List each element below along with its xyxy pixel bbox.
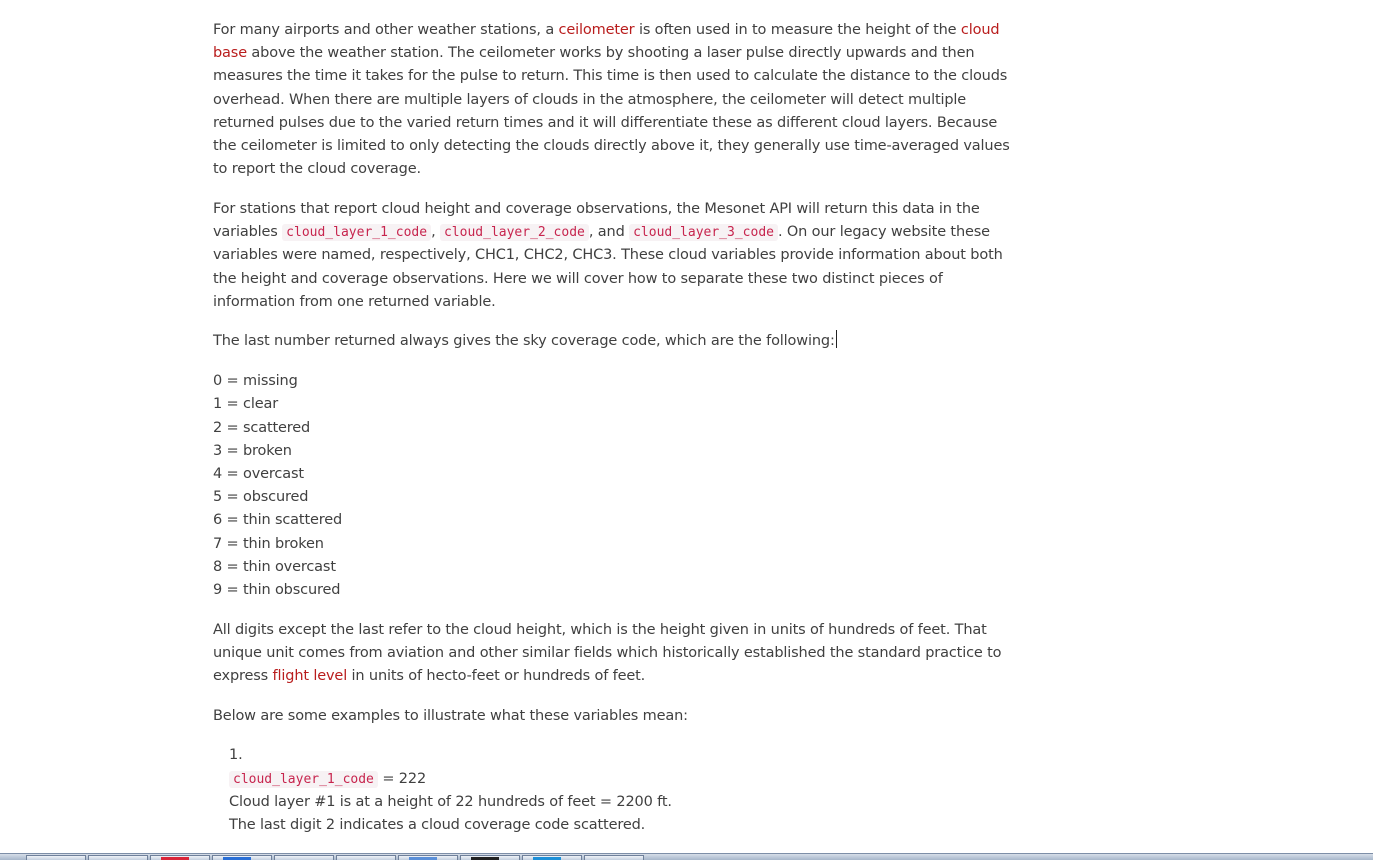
text: For many airports and other weather stations, a <box>213 22 559 38</box>
taskbar-button[interactable] <box>212 855 272 860</box>
taskbar-button[interactable] <box>274 855 334 860</box>
code-cloud-layer-1-example: cloud_layer_1_code <box>229 771 378 788</box>
code-cloud-layer-2: cloud_layer_2_code <box>440 224 589 241</box>
text: , and <box>588 224 630 241</box>
list-item: 7 = thin broken <box>213 535 324 552</box>
text: , <box>431 224 440 241</box>
taskbar-button[interactable] <box>336 855 396 860</box>
examples-list <box>213 744 1013 837</box>
example-line-coverage: The last digit 2 indicates a cloud coverage code scattered. <box>229 817 646 834</box>
flight-level-link[interactable]: flight level <box>272 668 348 685</box>
paragraph-api-variables <box>213 198 1013 314</box>
taskbar-button[interactable] <box>26 855 86 860</box>
article-body <box>213 19 1013 837</box>
list-item: 5 = obscured <box>213 489 309 506</box>
list-item: 8 = thin overcast <box>213 558 336 575</box>
paragraph-ceilometer <box>213 19 1013 181</box>
example-number: 1. <box>229 747 243 764</box>
coverage-codes-list <box>213 370 1013 602</box>
paragraph-coverage-intro <box>213 330 1013 353</box>
taskbar-button[interactable] <box>522 855 582 860</box>
list-item: 9 = thin obscured <box>213 581 341 598</box>
list-item: 0 = missing <box>213 373 298 390</box>
text: The last number returned always gives the sky coverage code, which are the following: <box>213 333 835 350</box>
text: . On our legacy website these variables were named, respectively, CHC1, CHC2, CHC3. These cloud variables provide information about both the height and coverage observations. Here we will cover how to separate these two distinct pieces of information from one returned variable. <box>213 224 1003 310</box>
list-item: 4 = overcast <box>213 465 304 482</box>
taskbar-button[interactable] <box>584 855 644 860</box>
paragraph-cloud-height <box>213 619 1013 689</box>
ceilometer-link[interactable]: ceilometer <box>558 22 635 38</box>
example-code-line <box>229 768 1013 791</box>
cloud-base-link[interactable]: cloud base <box>213 22 1000 62</box>
taskbar <box>0 853 1373 860</box>
taskbar-button[interactable] <box>398 855 458 860</box>
list-item: 2 = scattered <box>213 419 311 436</box>
list-item: 1 = clear <box>213 396 279 413</box>
list-item: 3 = broken <box>213 442 292 459</box>
taskbar-button[interactable] <box>460 855 520 860</box>
text: For stations that report cloud height and coverage observations, the Mesonet API will return this data in the variables <box>213 200 980 241</box>
example-line-height: Cloud layer #1 is at a height of 22 hundreds of feet = 2200 ft. <box>229 793 672 810</box>
text: All digits except the last refer to the cloud height, which is the height given in units of hundreds of feet. That unique unit comes from aviation and other similar fields which historically established the standard practice to express <box>213 621 1002 685</box>
code-cloud-layer-1: cloud_layer_1_code <box>282 224 431 241</box>
text: is often used in to measure the height of the <box>634 22 961 38</box>
text: in units of hecto-feet or hundreds of feet. <box>347 668 646 685</box>
taskbar-button[interactable] <box>150 855 210 860</box>
example-value: = 222 <box>377 770 427 787</box>
text-cursor <box>836 330 837 348</box>
taskbar-button[interactable] <box>88 855 148 860</box>
list-item: 6 = thin scattered <box>213 512 343 529</box>
example-item <box>229 744 1013 837</box>
text: above the weather station. The ceilometer works by shooting a laser pulse directly upwards and then measures the time it takes for the pulse to return. This time is then used to calculate the distance to the clouds overhead. When there are multiple layers of clouds in the atmosphere, the ceilometer will detect multiple returned pulses due to the varied return times and it will differentiate these as different cloud layers. Because the ceilometer is limited to only detecting the clouds directly above it, they generally use time-averaged values to report the cloud coverage. <box>213 45 1010 178</box>
paragraph-examples-intro: Below are some examples to illustrate what these variables mean: <box>213 707 688 724</box>
code-cloud-layer-3: cloud_layer_3_code <box>629 224 778 241</box>
